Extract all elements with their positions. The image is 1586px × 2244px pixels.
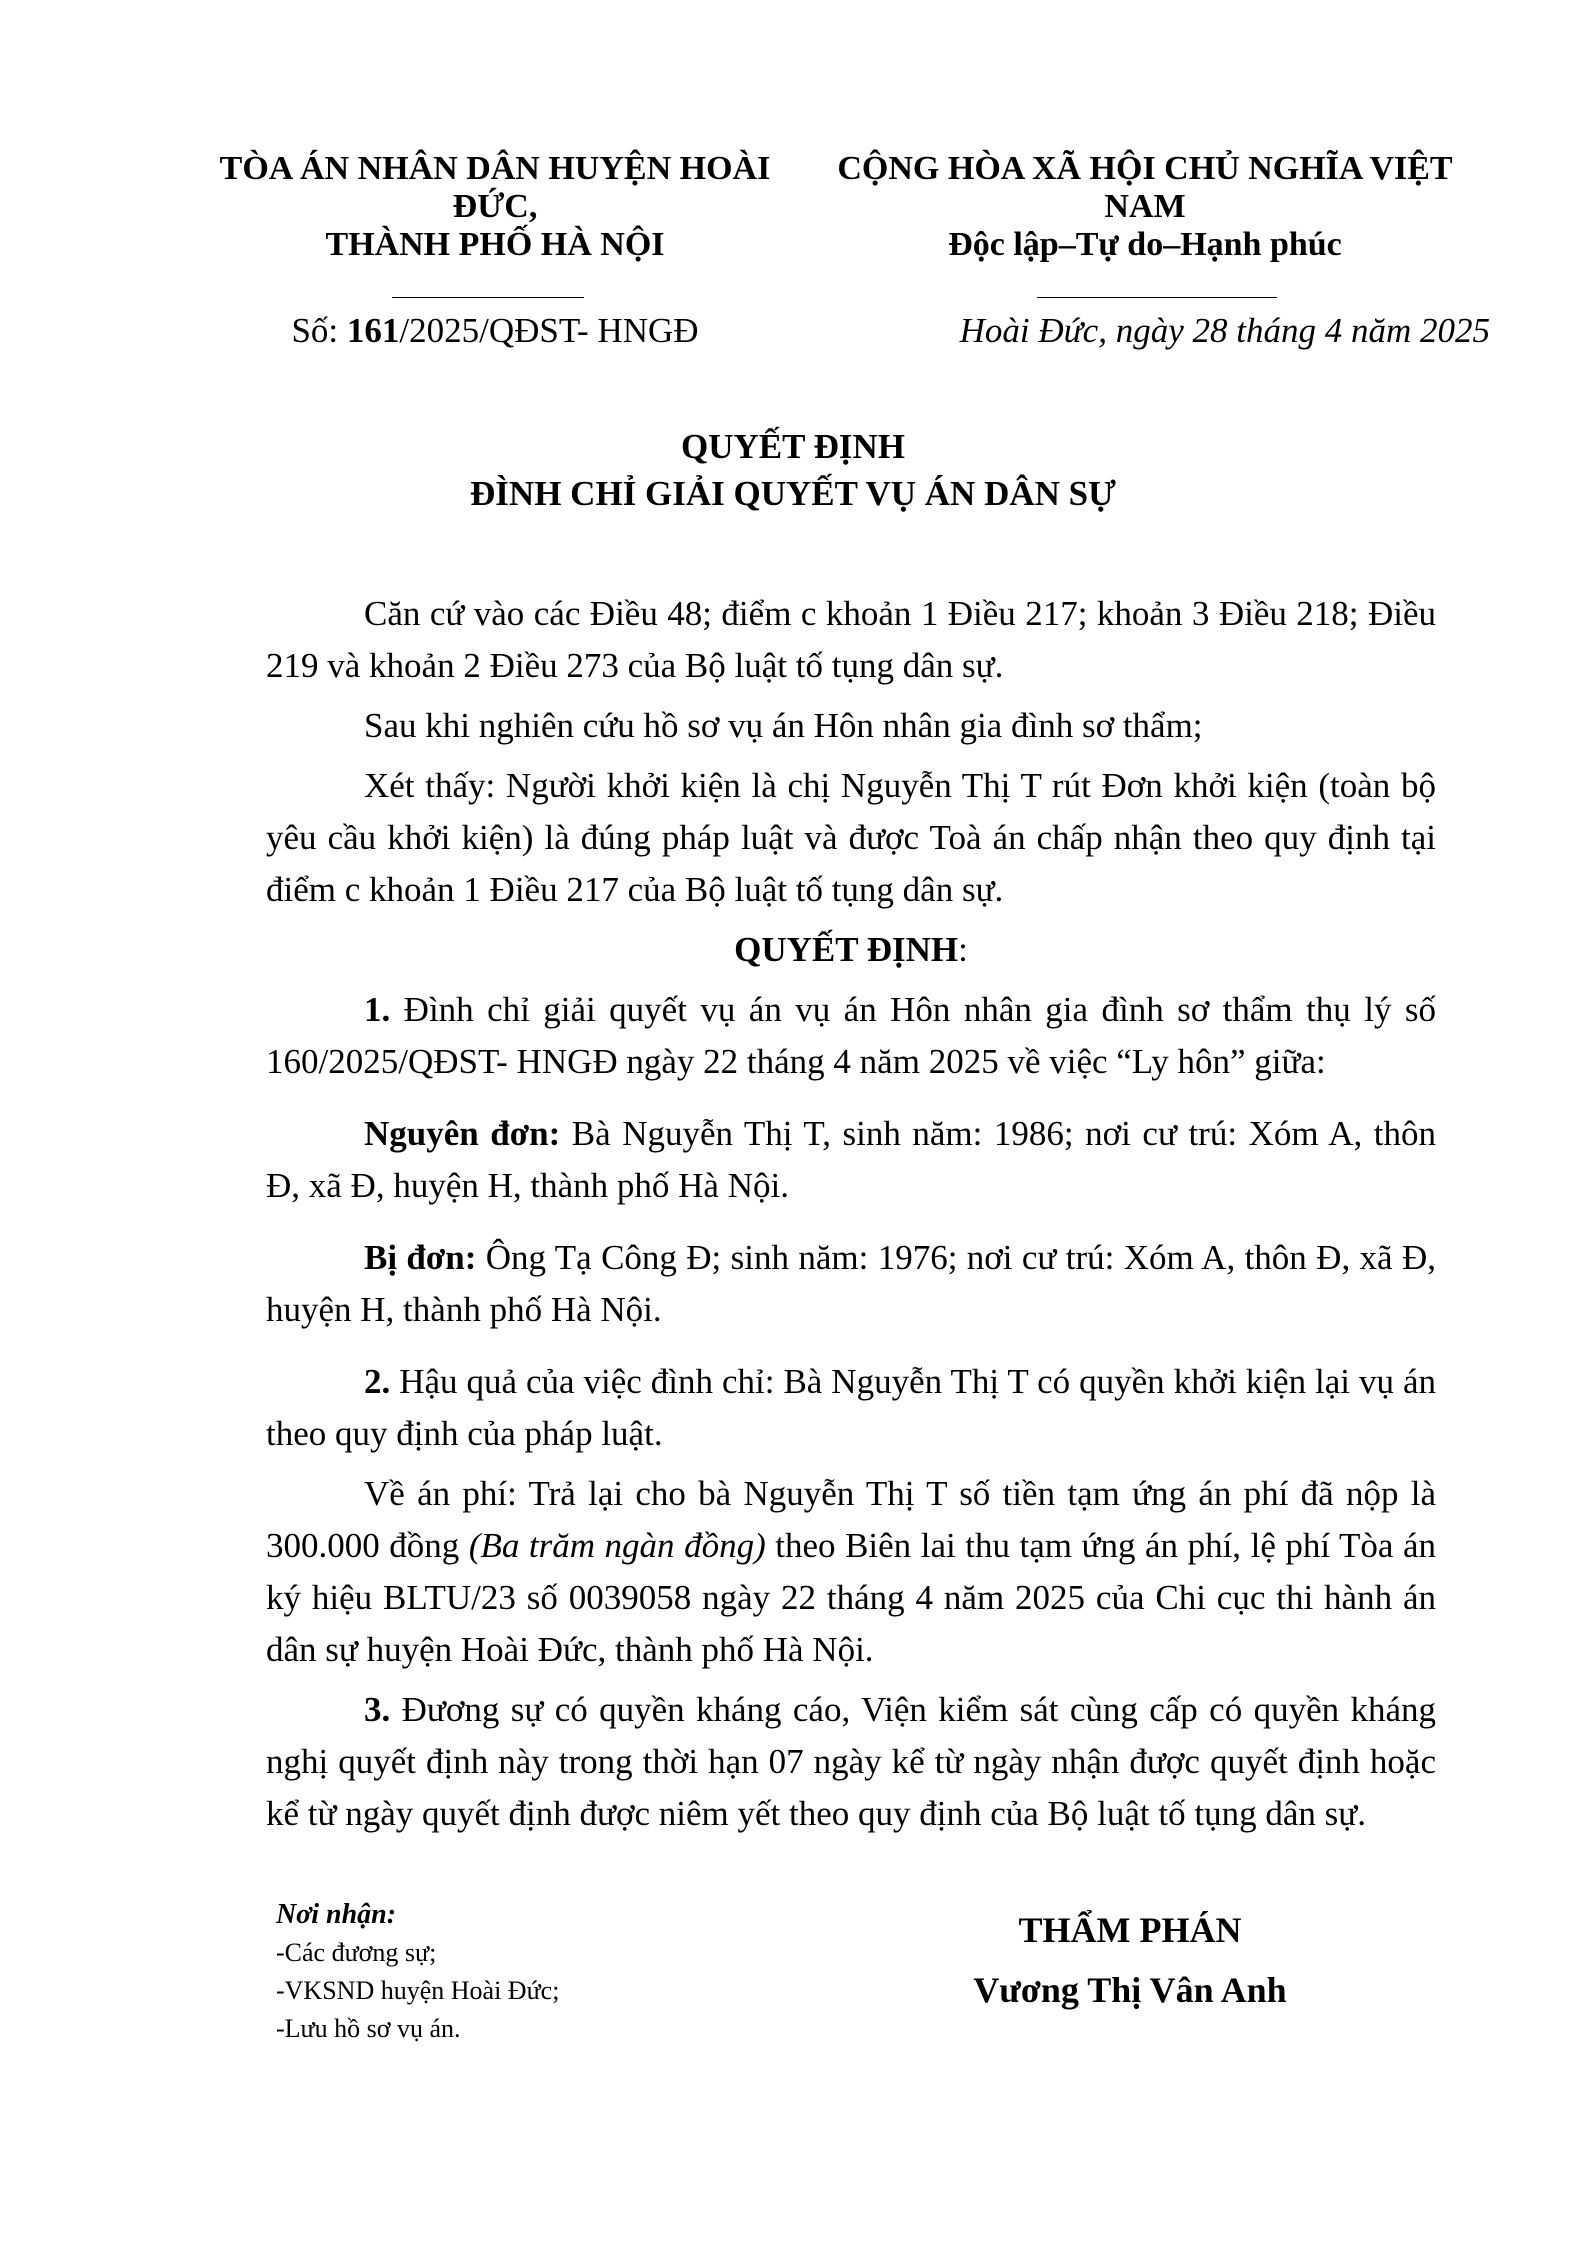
signer-name: Vương Thị Vân Anh <box>973 1970 1287 2010</box>
defendant-text: Ông Tạ Công Đ; sinh năm: 1976; nơi cư trú: Xóm A, thôn Đ, xã Đ, huyện H, thành phố Hà Nội. <box>266 1238 1436 1329</box>
finding-paragraph: Xét thấy: Người khởi kiện là chị Nguyễn Thị T rút Đơn khởi kiện (toàn bộ yêu cầu khởi kiện) là đúng pháp luật và được Toà án chấp nhận theo quy định tại điểm c khoản 1 Điều 217 của Bộ luật tố tụng dân sự. <box>266 766 1436 909</box>
item-2-number: 2. <box>364 1362 391 1401</box>
item-3-number: 3. <box>364 1690 391 1729</box>
court-name-line2: ĐỨC, <box>452 188 538 225</box>
defendant-paragraph <box>266 1232 1436 1336</box>
item-3-text: Đương sự có quyền kháng cáo, Viện kiểm sát cùng cấp có quyền kháng nghị quyết định này trong thời hạn 07 ngày kể từ ngày nhận được quyết định hoặc kể từ ngày quyết định được niêm yết theo quy định của Bộ luật tố tụng dân sự. <box>266 1690 1436 1833</box>
doc-no-number: 161 <box>346 311 400 350</box>
item-1-paragraph <box>266 984 1436 1088</box>
document-subtitle: ĐÌNH CHỈ GIẢI QUYẾT VỤ ÁN DÂN SỰ <box>470 474 1116 513</box>
signer-title: THẨM PHÁN <box>1018 1910 1242 1950</box>
legal-basis-paragraph: Căn cứ vào các Điều 48; điểm c khoản 1 Điều 217; khoản 3 Điều 218; Điều 219 và khoản 2 Điều 273 của Bộ luật tố tụng dân sự. <box>266 594 1436 685</box>
plaintiff-label: Nguyên đơn: <box>364 1114 561 1153</box>
document-date: Hoài Đức, ngày 28 tháng 4 năm 2025 <box>959 311 1490 350</box>
decision-heading-text: QUYẾT ĐỊNH <box>734 930 959 969</box>
court-fee-text-b: theo Biên lai thu tạm ứng án phí, lệ phí Tòa án ký hiệu BLTU/23 số 0039058 ngày 22 tháng 4 năm 2025 của Chi cục thi hành án dân sự huyện Hoài Đức, thành phố Hà Nội. <box>266 1526 1436 1669</box>
signature-block <box>900 1900 1360 2020</box>
item-1-text: Đình chỉ giải quyết vụ án vụ án Hôn nhân gia đình sơ thẩm thụ lý số 160/2025/QĐST- HNGĐ ngày 22 tháng 4 năm 2025 về việc “Ly hôn” giữa: <box>266 990 1436 1081</box>
item-2-paragraph <box>266 1356 1436 1460</box>
document-title: QUYẾT ĐỊNH <box>681 427 905 466</box>
court-name-line1: TÒA ÁN NHÂN DÂN HUYỆN HOÀI <box>219 150 771 187</box>
doc-no-prefix: Số: <box>291 311 347 350</box>
court-name-line3: THÀNH PHỐ HÀ NỘI <box>325 226 665 263</box>
item-1-number: 1. <box>364 990 391 1029</box>
court-fee-paragraph <box>266 1468 1436 1676</box>
court-underline <box>392 297 584 298</box>
court-header <box>200 150 790 264</box>
document-number <box>200 311 790 351</box>
motto-underline <box>1037 297 1277 298</box>
item-3-paragraph <box>266 1684 1436 1840</box>
decision-heading <box>266 924 1436 976</box>
country-name-line1: CỘNG HÒA XÃ HỘI CHỦ NGHĨA VIỆT <box>837 150 1453 187</box>
decision-heading-colon: : <box>958 930 968 969</box>
doc-no-suffix: /2025/QĐST- HNGĐ <box>399 311 699 350</box>
recipient-item: -Lưu hồ sơ vụ án. <box>276 2014 461 2043</box>
country-name-line2: NAM <box>1104 188 1186 225</box>
motto: Độc lập–Tự do–Hạnh phúc <box>948 226 1342 263</box>
court-fee-text-a: Về án phí: Trả lại cho bà Nguyễn Thị T số tiền tạm ứng án phí đã nộp là 300.000 đồng <box>266 1474 1436 1565</box>
defendant-label: Bị đơn: <box>364 1238 477 1277</box>
item-2-text: Hậu quả của việc đình chỉ: Bà Nguyễn Thị T có quyền khởi kiện lại vụ án theo quy định của pháp luật. <box>266 1362 1436 1453</box>
court-fee-amount-words: (Ba trăm ngàn đồng) <box>468 1526 766 1565</box>
plaintiff-text: Bà Nguyễn Thị T, sinh năm: 1986; nơi cư trú: Xóm A, thôn Đ, xã Đ, huyện H, thành phố Hà Nội. <box>266 1114 1436 1205</box>
national-header <box>800 150 1490 264</box>
recipients-title: Nơi nhận: <box>276 1899 397 1930</box>
recipient-item: -VKSND huyện Hoài Đức; <box>276 1976 560 2005</box>
recipients-block <box>276 1896 796 2048</box>
plaintiff-paragraph <box>266 1108 1436 1212</box>
review-paragraph: Sau khi nghiên cứu hồ sơ vụ án Hôn nhân gia đình sơ thẩm; <box>364 706 1203 745</box>
recipient-item: -Các đương sự; <box>276 1938 437 1967</box>
document-body <box>266 588 1436 1848</box>
